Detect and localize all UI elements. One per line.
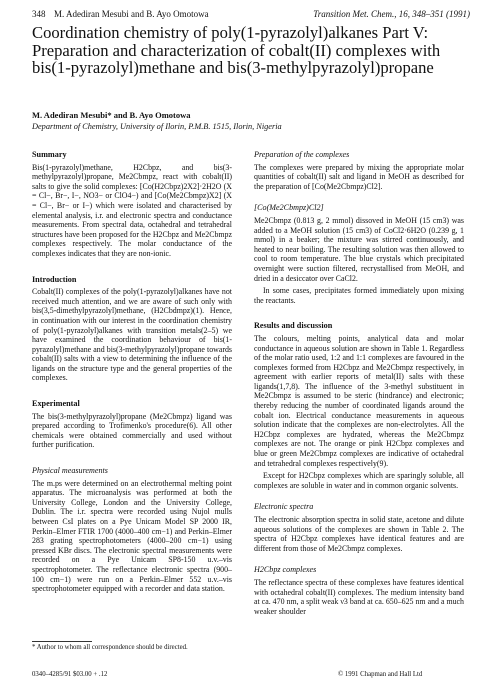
summary-text: Bis(1-pyrazolyl)methane, H2Cbpz, and bis(3-methylpyrazolyl)propane, Me2Cbmpz, react with cobalt(II) salts to give the solid complexes: [Co(H2Cbpz)2X2]·2H2O (X = Cl−, Br−, I−, NO3− or ClO4−) and [Co(Me2Cbmpz)X2] (X = Cl−, Br− or I−) which were isolated and characterised by elemental analysis, i.r. and electronic spectra and conductance measurements. From spectral data, octahedral and tetrahedral structures have been proposed for the H2Cbpz and Me2Cbmpz complexes respectively. The molar conductance of the complexes indicates that they are non-ionic. (32, 162, 232, 258)
preparation-subheading: [Co(Me2Cbmpz)Cl2] (254, 203, 324, 213)
experimental-heading: Experimental (32, 399, 80, 409)
introduction-text: Cobalt(II) complexes of the poly(1-pyrazolyl)alkanes have not received much attention, and we are aware of such only with bis(3,5-dimethylpyrazolyl)methane, (H2Cbdmpz)(1). Hence, in continuation with our interest in the coordination chemistry of poly(1-pyrazolyl)alkanes with transition metals(2–5) we have examined the coordination behaviour of bis(1-pyrazolyl)methane and bis(3-methylpyrazolyl)propane towards cobalt(II) salts with a view to determining the influence of the ligands on the structure type and the general properties of the complexes. (32, 287, 232, 383)
results-para-2: Except for H2Cbpz complexes which are sparingly soluble, all complexes are soluble in water and in common organic solvents. (254, 471, 464, 490)
article-title: Coordination chemistry of poly(1-pyrazolyl)alkanes Part V: Preparation and characterization of cobalt(II) complexes with bis(1-pyrazolyl)methane and bis(3-methylpyrazolyl)propane (32, 23, 441, 77)
footnote: * Author to whom all correspondence should be directed. (32, 644, 188, 651)
page-number: 348 (32, 9, 46, 19)
issn-price: 0340–4285/91 $03.00 + .12 (32, 671, 108, 678)
preparation-text: The complexes were prepared by mixing the appropriate molar quantities of cobalt(II) salt and ligand in MeOH as described for the preparation of [Co(Me2Cbmpz)Cl2]. (254, 162, 464, 191)
article-authors: M. Adediran Mesubi* and B. Ayo Omotowa (32, 110, 191, 120)
right-column (254, 150, 464, 619)
physical-measurements-heading: Physical measurements (32, 466, 108, 476)
h2cbpz-complexes-heading: H2Cbpz complexes (254, 565, 317, 575)
running-head (32, 9, 470, 19)
preparation-para-2: In some cases, precipitates formed immediately upon mixing the reactants. (254, 286, 464, 305)
results-heading: Results and discussion (254, 321, 333, 331)
preparation-heading: Preparation of the complexes (254, 150, 350, 159)
introduction-heading: Introduction (32, 274, 77, 284)
running-head-authors: M. Adediran Mesubi and B. Ayo Omotowa (54, 9, 209, 19)
experimental-text: The bis(3-methylpyrazolyl)propane (Me2Cbmpz) ligand was prepared according to Trofimenko's procedure(6). All other chemicals were obtained commercially and used without further purification. (32, 411, 232, 450)
left-column (32, 150, 232, 597)
electronic-spectra-heading: Electronic spectra (254, 502, 314, 512)
physical-measurements-text: The m.ps were determined on an electrothermal melting point apparatus. The microanalysis was performed at both the University College, London and the University College, Dublin. The i.r. spectra were recorded using Nujol mulls between CsI plates on a Pye Unicam Model SP 2000 IR, Perkin–Elmer FTIR 1700 (4000–400 cm−1) and Perkin–Elmer 283 grating spectrophotometers (4000–200 cm−1) using pressed KBr discs. The electronic spectral measurements were recorded on a Pye Unicam SP8-150 u.v.–vis spectrophotometer. The reflectance electronic spectra (900–100 cm−1) were run on a Perkin–Elmer 552 u.v.–vis spectrophotometer equipped with a recorder and data station. (32, 478, 232, 594)
author-affiliation: Department of Chemistry, University of Ilorin, P.M.B. 1515, Ilorin, Nigeria (32, 122, 282, 131)
copyright-notice: © 1991 Chapman and Hall Ltd (338, 671, 423, 678)
h2cbpz-complexes-text: The reflectance spectra of these complexes have features identical with octahedral cobalt(II) complexes. The medium intensity band at ca. 470 nm, a split weak ν3 band at ca. 650–625 nm and a much weaker shoulder (254, 577, 464, 616)
journal-citation: Transition Met. Chem., 16, 348–351 (1991) (313, 9, 470, 19)
footnote-rule (32, 641, 92, 642)
summary-heading: Summary (32, 150, 67, 159)
preparation-para-1: Me2Cbmpz (0.813 g, 2 mmol) dissoved in MeOH (15 cm3) was added to a MeOH solution (15 cm3) of CoCl2·6H2O (0.239 g, 1 mmol) in a beaker; the mixture was stirred continuously, and heated to near boiling. The resulting solution was then allowed to cool to room temperature. The blue crystals which precipitated overnight were suction filtered, recrystallised from MeOH, and dried in a desiccator over CaCl2. (254, 215, 464, 283)
electronic-spectra-text: The electronic absorption spectra in solid state, acetone and dilute aqueous solutions of the complexes are shown in Table 2. The spectra of H2Cbpz complexes have identical features and are different from those of Me2Cbmpz complexes. (254, 515, 464, 553)
results-para-1: The colours, melting points, analytical data and molar conductance in aqueous solution are shown in Table 1. Regardless of the molar ratio used, 1:2 and 1:1 complexes are favoured in the complexes formed from H2Cbpz and Me2Cbmpz respectively, in agreement with earlier reports of metal(II) salts with these ligands(1,7,8). The influence of the 3-methyl substituent in Me2Cbmpz is assumed to be steric (hindrance) and electronic; thereby reducing the number of coordinated ligands around the cobalt ion. Electrical conductance measurements in aqueous solution indicate that the complexes are non-electrolytes. All the H2Cbpz complexes are hydrated, whereas the Me2Cbmpz complexes are not. The orange or pink H2Cbpz complexes and blue or green Me2Cbmpz complexes are indicative of octahedral and tetrahedral complexes respectively(9). (254, 333, 464, 468)
